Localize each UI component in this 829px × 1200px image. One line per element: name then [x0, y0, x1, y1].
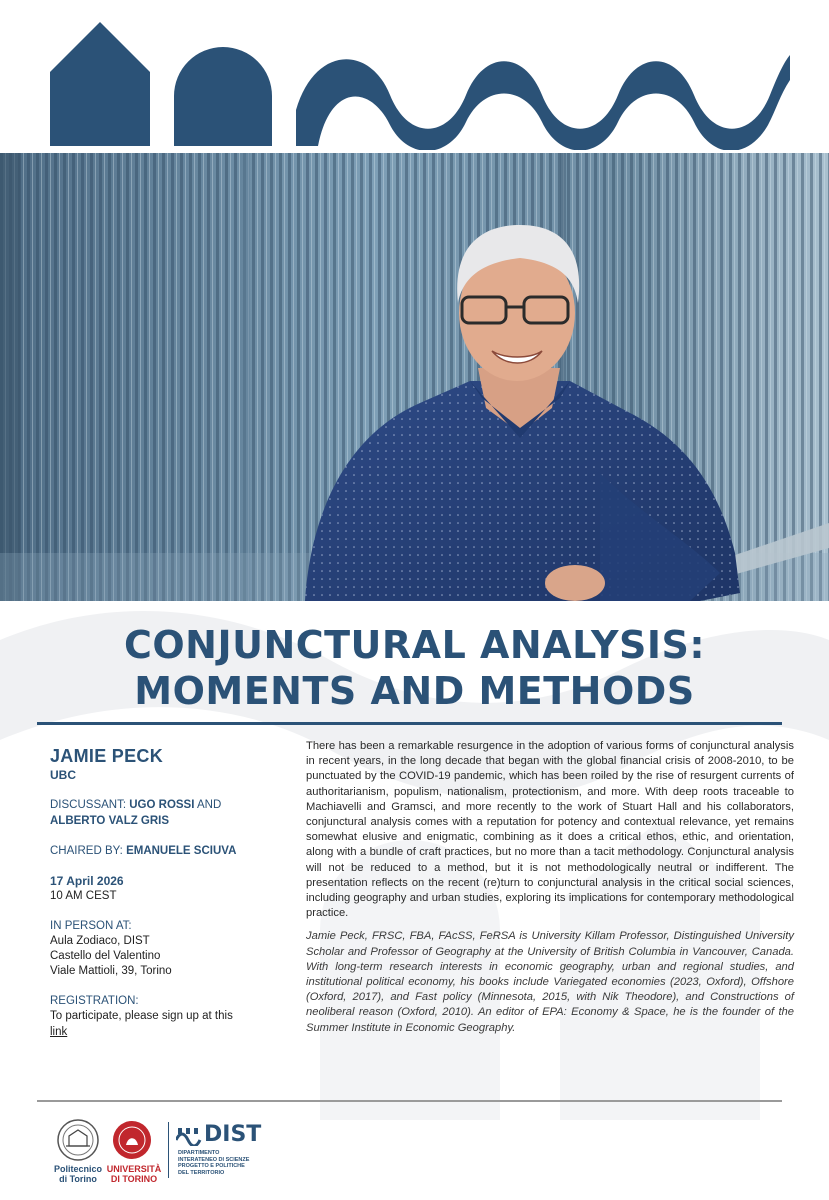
- unito-seal-icon: [112, 1120, 152, 1160]
- discussant-label: DISCUSSANT:: [50, 799, 127, 811]
- event-time: 10 AM CEST: [50, 890, 117, 902]
- location-line-2: Castello del Valentino: [50, 950, 161, 962]
- description: [306, 739, 794, 1036]
- dist-logo-icon: [176, 1126, 202, 1146]
- discussant-name-2: ALBERTO VALZ GRIS: [50, 815, 170, 827]
- speaker-affiliation: UBC: [50, 768, 76, 782]
- header-decoration: [0, 0, 829, 150]
- unito-line-1: UNIVERSITÀ: [106, 1164, 162, 1174]
- location-block: [50, 918, 290, 979]
- title-line-2: MOMENTS AND METHODS: [134, 669, 695, 713]
- footer-logos: [50, 1118, 450, 1188]
- event-details: [50, 745, 290, 1054]
- dist-sub-4: DEL TERRITORIO: [178, 1169, 225, 1176]
- logo-separator: [168, 1122, 169, 1178]
- footer-divider: [37, 1100, 782, 1102]
- wave-shape: [296, 55, 790, 150]
- title-divider: [37, 722, 782, 725]
- registration-block: [50, 993, 290, 1040]
- date-block: [50, 873, 290, 904]
- abstract-text: There has been a remarkable resurgence in the adoption of various forms of conjunctural analysis in recent years, in the long decade that began with the global financial crisis of 2008-2010, to be punctuated by the COVID-19 pandemic, which has been roiled by the rise of resurgent currents of authoritarianism, populism, nationalism, protectionism, and more. With deep roots traceable to Machiavelli and Gramsci, and more recently to the work of Stuart Hall and his collaborators, conjunctural analysis comes with a reputation for potency and contextual relevance, yet remains somewhat elusive and enigmatic, combining as it does a critical ethos, ethic, and orientation, along with a bundle of craft practices, but no more than a tacit methodology. Conjunctural analysis will not be reduced to a method, but it is not methodologically neutral or indifferent. The presentation reflects on the recent (re)turn to conjunctural analysis in the critical social sciences, including geography and urban studies, exploring its implications for contemporary methodological practice.: [306, 740, 794, 920]
- discussant-name-1: UGO ROSSI: [129, 799, 195, 811]
- registration-label: REGISTRATION:: [50, 995, 139, 1007]
- dist-name: DIST: [204, 1122, 262, 1147]
- arch-shape: [174, 47, 272, 146]
- chair-name: EMANUELE SCIUVA: [126, 845, 237, 857]
- speaker-photo: [0, 153, 829, 601]
- unito-line-2: DI TORINO: [110, 1174, 158, 1184]
- dist-sub-1: DIPARTIMENTO: [178, 1150, 220, 1156]
- speaker-name: JAMIE PECK: [50, 746, 164, 766]
- location-label: IN PERSON AT:: [50, 920, 132, 932]
- discussant-and: AND: [197, 799, 222, 811]
- title-line-1: CONJUNCTURAL ANALYSIS:: [123, 623, 706, 667]
- chair-block: [50, 843, 290, 859]
- discussant-block: [50, 797, 290, 829]
- dist-sub-3: PROGETTO E POLITICHE: [178, 1163, 245, 1169]
- registration-link[interactable]: link: [50, 1026, 68, 1038]
- dist-sub-2: INTERATENEO DI SCIENZE: [178, 1156, 250, 1163]
- registration-text: To participate, please sign up at this: [50, 1010, 233, 1022]
- house-shape: [50, 22, 150, 146]
- chair-label: CHAIRED BY:: [50, 845, 123, 857]
- politecnico-seal-icon: [56, 1118, 100, 1162]
- event-date: 17 April 2026: [50, 874, 124, 888]
- location-line-3: Viale Mattioli, 39, Torino: [50, 965, 172, 977]
- location-line-1: Aula Zodiaco, DIST: [50, 935, 150, 947]
- event-title: [0, 622, 829, 714]
- politecnico-line-1: Politecnico: [53, 1164, 102, 1174]
- politecnico-line-2: di Torino: [59, 1174, 97, 1184]
- speaker-bio: Jamie Peck, FRSC, FBA, FAcSS, FeRSA is University Killam Professor, Distinguished University Scholar and Professor of Geography at the University of British Columbia in Vancouver, Canada. With long-term research interests in economic geography, urban and regional studies, and institutional political economy, his books include Variegated economies (2023, Oxford), Offshore (Oxford, 2017), and Fast policy (Minnesota, 2015, with Nik Theodore), and Constructions of neoliberal reason (Oxford, 2010). An editor of EPA: Economy & Space, he is the founder of the Summer Institute in Economic Geography.: [306, 930, 794, 1034]
